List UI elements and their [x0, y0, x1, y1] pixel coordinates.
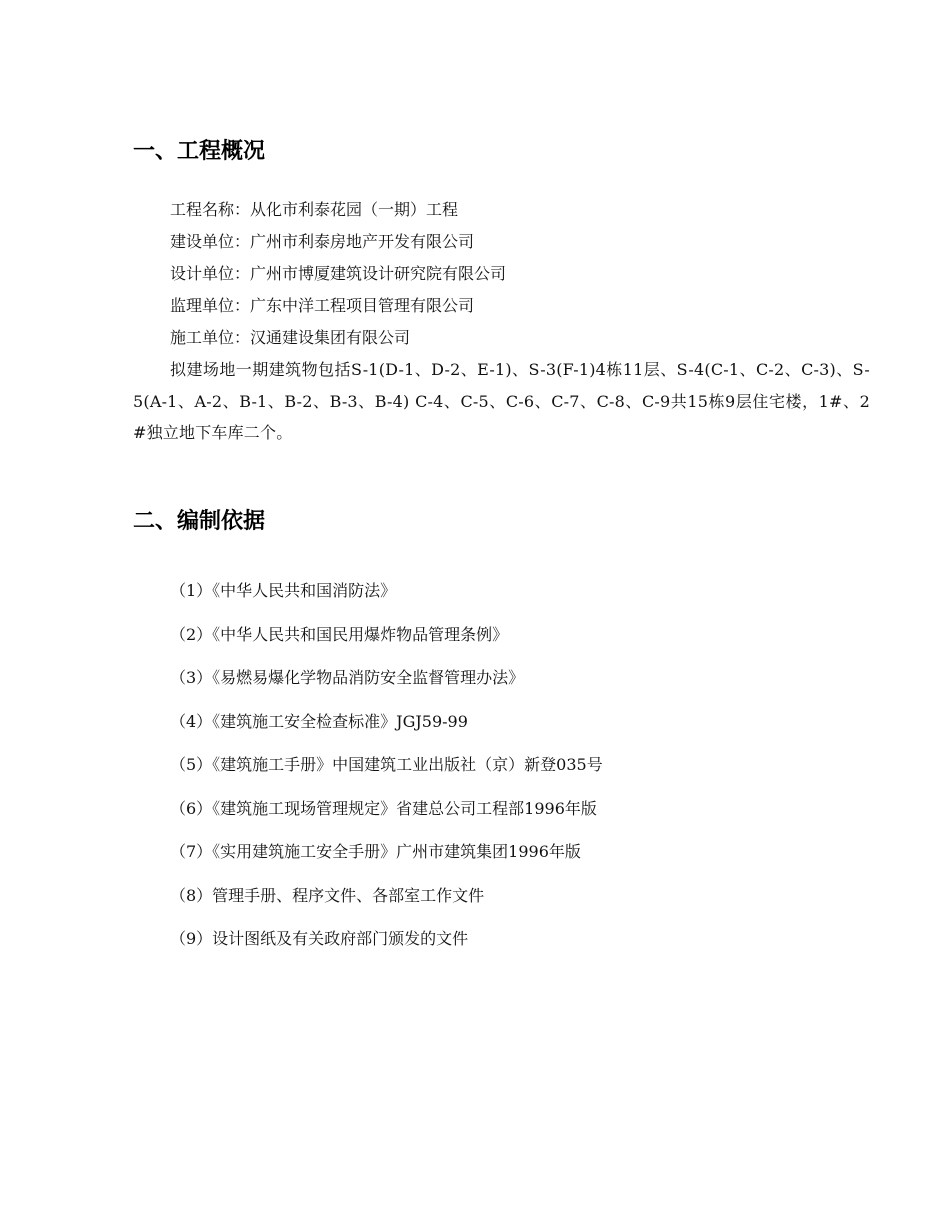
section-heading-basis: 二、编制依据 [133, 509, 266, 534]
supervisor-line: 监理单位：广东中洋工程项目管理有限公司 [170, 296, 475, 315]
list-item: （8）管理手册、程序文件、各部室工作文件 [170, 885, 485, 905]
list-item: （3）《易燃易爆化学物品消防安全监督管理办法》 [170, 668, 525, 687]
list-item: （9）设计图纸及有关政府部门颁发的文件 [170, 929, 469, 948]
list-item: （5）《建筑施工手册》中国建筑工业出版社（京）新登035号 [170, 755, 603, 774]
project-name-line: 工程名称：从化市利泰花园（一期）工程 [170, 200, 459, 219]
section-heading-overview: 一、工程概况 [133, 139, 266, 164]
contractor-line: 施工单位：汉通建设集团有限公司 [170, 328, 411, 347]
list-item: （2）《中华人民共和国民用爆炸物品管理条例》 [170, 624, 509, 644]
project-overview [133, 194, 870, 449]
reference-list [170, 576, 603, 968]
client-line: 建设单位：广州市利泰房地产开发有限公司 [170, 232, 475, 251]
designer-line: 设计单位：广州市博厦建筑设计研究院有限公司 [170, 264, 507, 283]
list-item: （7）《实用建筑施工安全手册》广州市建筑集团1996年版 [170, 842, 581, 861]
list-item: （6）《建筑施工现场管理规定》省建总公司工程部1996年版 [170, 798, 597, 818]
list-item: （1）《中华人民共和国消防法》 [170, 581, 397, 600]
list-item: （4）《建筑施工安全检查标准》JGJ59-99 [170, 711, 468, 731]
buildings-paragraph: 拟建场地一期建筑物包括S-1(D-1、D-2、E-1)、S-3(F-1)4栋11层、S-4(C-1、C-2、C-3)、S-5(A-1、A-2、B-1、B-2、B-3、B-4) C-4、C-5、C-6、C-7、C-8、C-9共15栋9层住宅楼，1#、2#独立地下车库二个。 [133, 360, 870, 442]
